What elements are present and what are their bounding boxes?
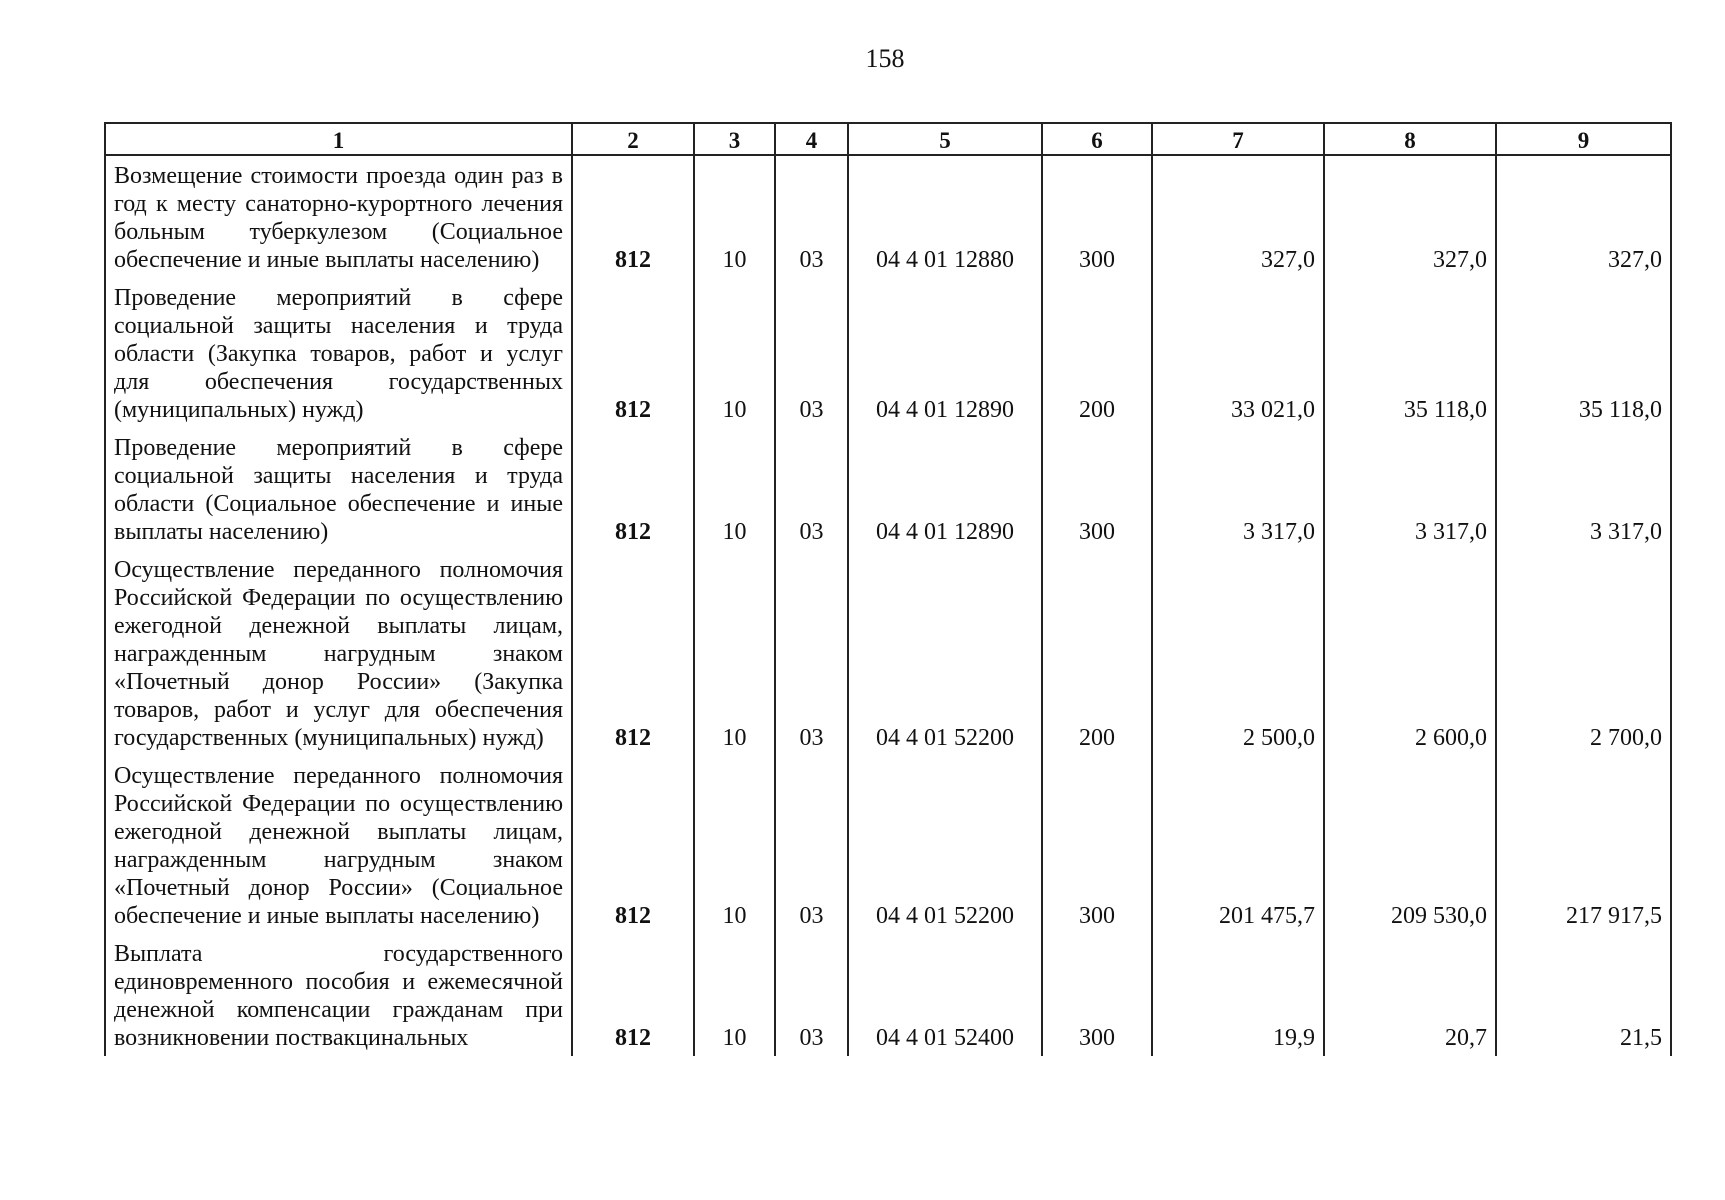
row-description: Возмещение стоимости проезда один раз в год к месту санаторно-курортного лечения больным туберкулезом (Социальное обеспечение и иные выплаты населению) (105, 155, 572, 278)
cell-col-4: 03 (775, 428, 848, 550)
header-col-9: 9 (1496, 123, 1671, 155)
cell-col-2: 812 (572, 278, 694, 428)
cell-col-8: 3 317,0 (1324, 428, 1496, 550)
cell-col-7: 2 500,0 (1152, 550, 1324, 756)
cell-col-3: 10 (694, 934, 775, 1056)
row-description: Осуществление переданного полномочия Российской Федерации по осуществлению ежегодной денежной выплаты лицам, награжденным нагрудным знаком «Почетный донор России» (Закупка товаров, работ и услуг для обеспечения государственных (муниципальных) нужд) (105, 550, 572, 756)
header-col-5: 5 (848, 123, 1042, 155)
cell-col-5: 04 4 01 52200 (848, 550, 1042, 756)
cell-col-4: 03 (775, 278, 848, 428)
header-row (105, 123, 1671, 155)
table-row (105, 428, 1671, 550)
cell-col-5: 04 4 01 52200 (848, 756, 1042, 934)
cell-col-6: 200 (1042, 550, 1152, 756)
cell-col-9: 3 317,0 (1496, 428, 1671, 550)
row-description: Выплата государственного единовременного пособия и ежемесячной денежной компенсации гражданам при возникновении поствакцинальных (105, 934, 572, 1056)
header-col-1: 1 (105, 123, 572, 155)
table-row (105, 278, 1671, 428)
header-col-8: 8 (1324, 123, 1496, 155)
cell-col-3: 10 (694, 428, 775, 550)
cell-col-7: 3 317,0 (1152, 428, 1324, 550)
page-number: 158 (865, 44, 905, 73)
row-description: Проведение мероприятий в сфере социальной защиты населения и труда области (Закупка товаров, работ и услуг для обеспечения государственных (муниципальных) нужд) (105, 278, 572, 428)
table-row (105, 756, 1671, 934)
table-row (105, 934, 1671, 1056)
cell-col-7: 327,0 (1152, 155, 1324, 278)
header-col-7: 7 (1152, 123, 1324, 155)
cell-col-8: 35 118,0 (1324, 278, 1496, 428)
cell-col-8: 2 600,0 (1324, 550, 1496, 756)
cell-col-6: 300 (1042, 756, 1152, 934)
table-row (105, 155, 1671, 278)
table-row (105, 550, 1671, 756)
cell-col-2: 812 (572, 550, 694, 756)
cell-col-3: 10 (694, 756, 775, 934)
cell-col-4: 03 (775, 756, 848, 934)
cell-col-9: 2 700,0 (1496, 550, 1671, 756)
cell-col-6: 300 (1042, 155, 1152, 278)
cell-col-2: 812 (572, 934, 694, 1056)
cell-col-6: 300 (1042, 428, 1152, 550)
header-col-2: 2 (572, 123, 694, 155)
cell-col-2: 812 (572, 428, 694, 550)
cell-col-8: 209 530,0 (1324, 756, 1496, 934)
cell-col-4: 03 (775, 550, 848, 756)
cell-col-6: 200 (1042, 278, 1152, 428)
cell-col-7: 33 021,0 (1152, 278, 1324, 428)
row-description: Осуществление переданного полномочия Российской Федерации по осуществлению ежегодной денежной выплаты лицам, награжденным нагрудным знаком «Почетный донор России» (Социальное обеспечение и иные выплаты населению) (105, 756, 572, 934)
header-col-4: 4 (775, 123, 848, 155)
cell-col-9: 35 118,0 (1496, 278, 1671, 428)
cell-col-9: 327,0 (1496, 155, 1671, 278)
cell-col-5: 04 4 01 12890 (848, 428, 1042, 550)
cell-col-7: 19,9 (1152, 934, 1324, 1056)
cell-col-8: 327,0 (1324, 155, 1496, 278)
cell-col-5: 04 4 01 52400 (848, 934, 1042, 1056)
cell-col-3: 10 (694, 155, 775, 278)
cell-col-3: 10 (694, 550, 775, 756)
header-col-6: 6 (1042, 123, 1152, 155)
cell-col-5: 04 4 01 12880 (848, 155, 1042, 278)
cell-col-2: 812 (572, 756, 694, 934)
cell-col-9: 21,5 (1496, 934, 1671, 1056)
cell-col-7: 201 475,7 (1152, 756, 1324, 934)
cell-col-5: 04 4 01 12890 (848, 278, 1042, 428)
row-description: Проведение мероприятий в сфере социальной защиты населения и труда области (Социальное обеспечение и иные выплаты населению) (105, 428, 572, 550)
budget-table (104, 122, 1672, 1056)
cell-col-9: 217 917,5 (1496, 756, 1671, 934)
cell-col-8: 20,7 (1324, 934, 1496, 1056)
cell-col-4: 03 (775, 155, 848, 278)
cell-col-3: 10 (694, 278, 775, 428)
cell-col-4: 03 (775, 934, 848, 1056)
cell-col-6: 300 (1042, 934, 1152, 1056)
header-col-3: 3 (694, 123, 775, 155)
cell-col-2: 812 (572, 155, 694, 278)
